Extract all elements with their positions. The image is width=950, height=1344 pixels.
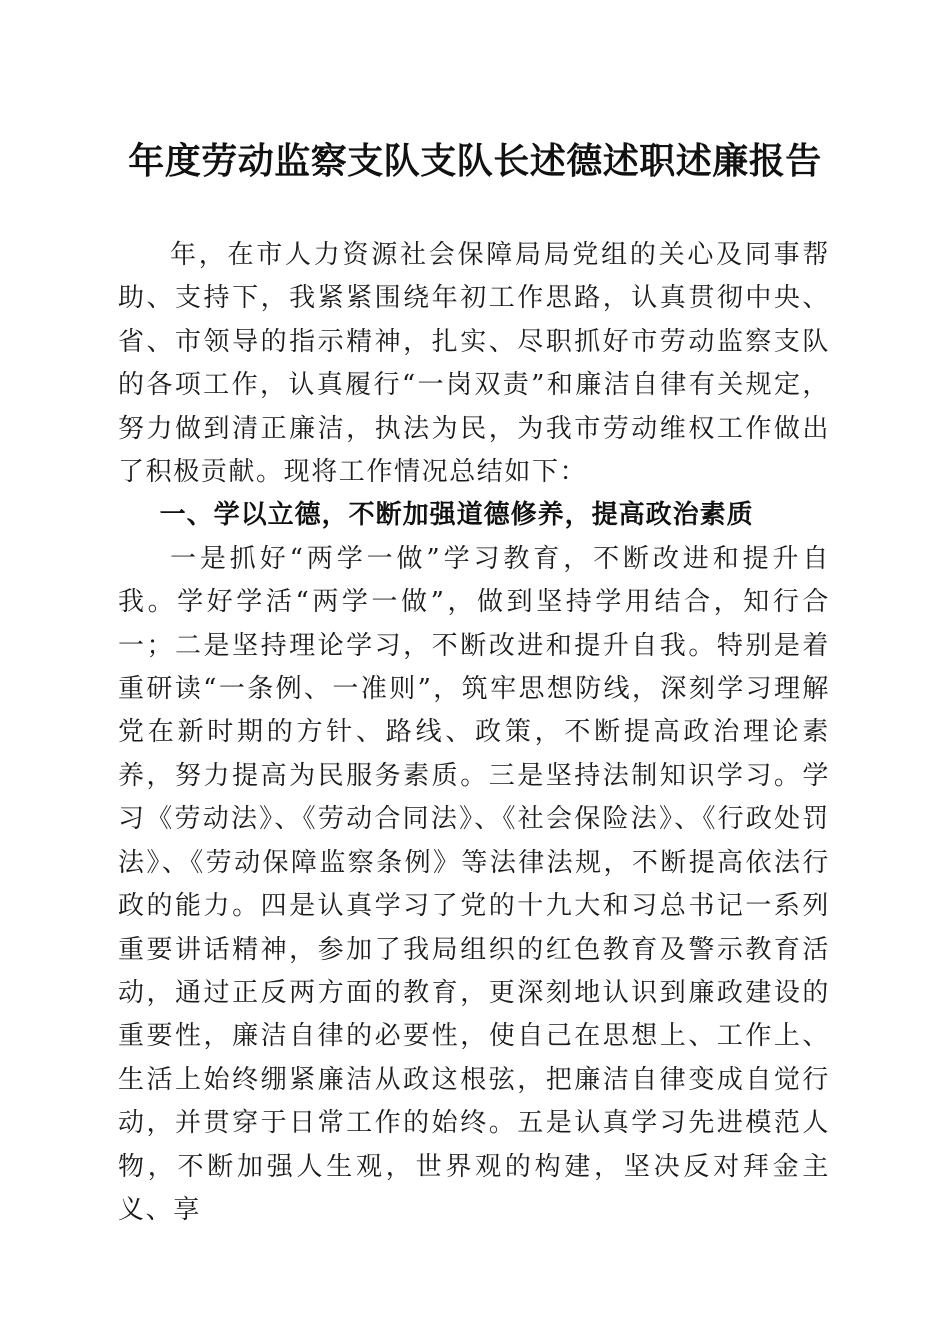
document-body bbox=[118, 234, 830, 1232]
intro-paragraph: 年，在市人力资源社会保障局局党组的关心及同事帮助、支持下，我紧紧围绕年初工作思路，认真贯彻中央、省、市领导的指示精神，扎实、尽职抓好市劳动监察支队的各项工作，认真履行“一岗双责”和廉洁自律有关规定，努力做到清正廉洁，执法为民，为我市劳动维权工作做出了积极贡献。现将工作情况总结如下： bbox=[118, 240, 830, 488]
section-heading: 一、学以立德，不断加强道德修养，提高政治素质 bbox=[159, 500, 754, 531]
section-paragraph: 一是抓好“两学一做”学习教育，不断改进和提升自我。学好学活“两学一做”，做到坚持学用结合，知行合一；二是坚持理论学习，不断改进和提升自我。特别是着重研读“一条例、一准则”，筑牢思想防线，深刻学习理解党在新时期的方针、路线、政策，不断提高政治理论素养，努力提高为民服务素质。三是坚持法制知识学习。学习《劳动法》、《劳动合同法》、《社会保险法》、《行政处罚法》、《劳动保障监察条例》等法律法规，不断提高依法行政的能力。四是认真学习了党的十九大和习总书记一系列重要讲话精神，参加了我局组织的红色教育及警示教育活动，通过正反两方面的教育，更深刻地认识到廉政建设的重要性，廉洁自律的必要性，使自己在思想上、工作上、生活上始终绷紧廉洁从政这根弦，把廉洁自律变成自觉行动，并贯穿于日常工作的始终。五是认真学习先进模范人物，不断加强人生观，世界观的构建，坚决反对拜金主义、享 bbox=[118, 543, 830, 1225]
document-title: 年度劳动监察支队支队长述德述职述廉报告 bbox=[128, 140, 822, 182]
